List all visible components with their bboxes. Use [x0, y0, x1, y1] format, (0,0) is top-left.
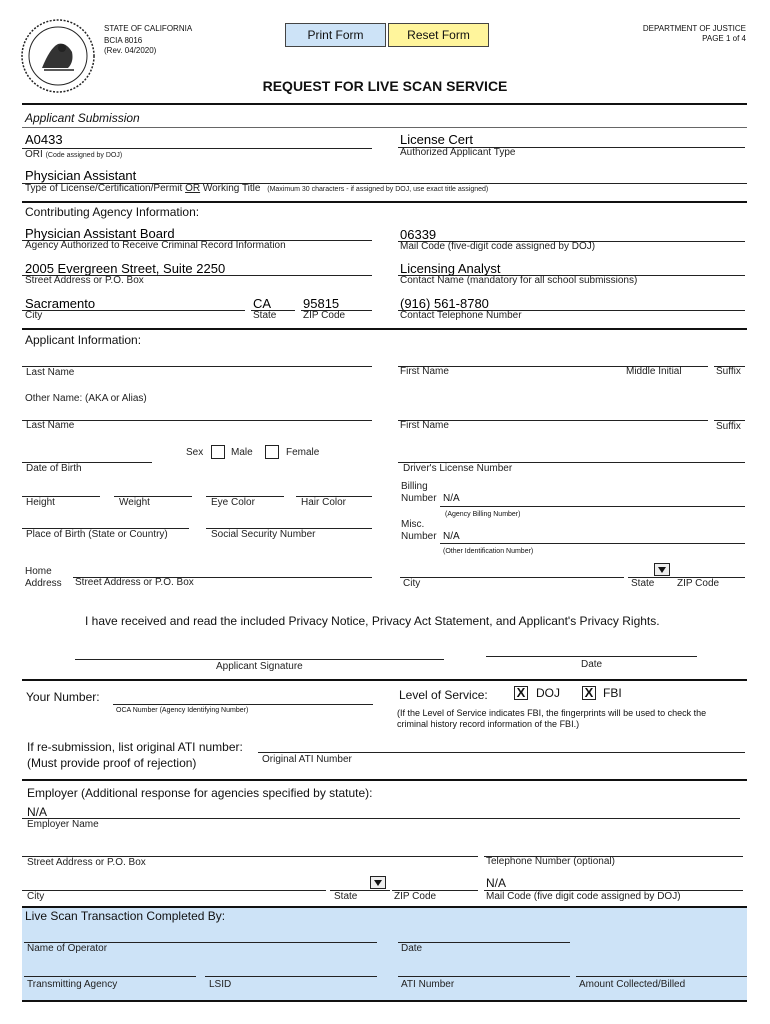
place-of-birth-label: Place of Birth (State or Country) [26, 529, 168, 540]
agency-zip-field[interactable]: 95815 [303, 296, 340, 311]
operator-name-label: Name of Operator [27, 943, 108, 954]
male-label: Male [231, 447, 253, 458]
home-state-dropdown[interactable] [654, 563, 670, 576]
reset-form-button[interactable]: Reset Form [388, 23, 489, 47]
agency-state-field[interactable]: CA [253, 296, 272, 311]
misc-note: (Other Identification Number) [443, 548, 534, 555]
sex-label: Sex [186, 447, 204, 458]
employer-city-label: City [27, 891, 45, 902]
mail-code-label: Mail Code (five-digit code assigned by DOJ) [400, 241, 596, 252]
ori-label: ORI (Code assigned by DOJ) [25, 149, 123, 160]
home-street-label: Street Address or P.O. Box [75, 577, 194, 588]
employer-state-dropdown[interactable] [370, 876, 386, 889]
height-label: Height [26, 497, 55, 508]
employer-zip-label: ZIP Code [394, 891, 437, 902]
aka-last-name-label: Last Name [26, 420, 75, 431]
header-rev: (Rev. 04/2020) [104, 46, 157, 55]
agency-state-label: State [253, 310, 277, 321]
page-title: REQUEST FOR LIVE SCAN SERVICE [262, 78, 508, 94]
signature-date-label: Date [581, 659, 603, 670]
employer-mail-code-field[interactable]: N/A [486, 876, 507, 890]
middle-initial-label: Middle Initial [626, 366, 682, 377]
original-ati-label: Original ATI Number [262, 754, 352, 765]
dob-label: Date of Birth [26, 463, 82, 474]
employer-mail-code-label: Mail Code (five digit code assigned by DOJ) [486, 891, 681, 902]
agency-city-field[interactable]: Sacramento [25, 296, 96, 311]
contact-phone-field[interactable]: (916) 561-8780 [400, 296, 489, 311]
agency-field[interactable]: Physician Assistant Board [25, 226, 175, 241]
header-form-id: BCIA 8016 [104, 36, 143, 45]
oca-number-label: OCA Number (Agency Identifying Number) [116, 707, 249, 714]
fbi-note: (If the Level of Service indicates FBI, the fingerprints will be used to check the criminal history record information of the FBI.) [397, 708, 707, 729]
male-checkbox[interactable] [211, 445, 225, 459]
aka-first-name-label: First Name [400, 420, 449, 431]
section-applicant-submission: Applicant Submission [25, 111, 140, 125]
fbi-label: FBI [603, 686, 622, 700]
employer-name-field[interactable]: N/A [27, 805, 48, 819]
female-label: Female [286, 447, 320, 458]
livescan-date-label: Date [401, 943, 423, 954]
contact-phone-label: Contact Telephone Number [400, 310, 522, 321]
doj-label: DOJ [536, 686, 560, 700]
home-zip-label: ZIP Code [677, 578, 720, 589]
working-title-label: Type of License/Certification/Permit OR Working Title (Maximum 30 characters - if assigned by DOJ, use exact title assigned) [25, 183, 489, 194]
other-name-label: Other Name: (AKA or Alias) [25, 393, 147, 404]
hair-color-label: Hair Color [301, 497, 347, 508]
header-dept: DEPARTMENT OF JUSTICE [642, 24, 746, 33]
billing-field[interactable]: N/A [443, 493, 460, 504]
agency-zip-label: ZIP Code [303, 310, 346, 321]
aka-suffix-label: Suffix [716, 421, 741, 432]
eye-color-label: Eye Color [211, 497, 255, 508]
ssn-label: Social Security Number [211, 529, 316, 540]
last-name-label: Last Name [26, 367, 75, 378]
doj-checkbox[interactable]: X [514, 686, 528, 700]
applicant-type-field[interactable]: License Cert [400, 132, 473, 147]
ori-field[interactable]: A0433 [25, 132, 63, 147]
employer-street-label: Street Address or P.O. Box [27, 857, 146, 868]
your-number-label: Your Number: [26, 690, 100, 704]
level-of-service-label: Level of Service: [399, 688, 488, 702]
fbi-checkbox[interactable]: X [582, 686, 596, 700]
weight-label: Weight [119, 497, 150, 508]
mail-code-field[interactable]: 06339 [400, 227, 437, 242]
resubmission-label: If re-submission, list original ATI number: (Must provide proof of rejection) [27, 740, 243, 770]
employer-phone-label: Telephone Number (optional) [486, 856, 615, 867]
home-city-label: City [403, 578, 421, 589]
billing-label: Billing Number [401, 481, 437, 504]
working-title-field[interactable]: Physician Assistant [25, 168, 137, 183]
agency-city-label: City [25, 310, 43, 321]
lsid-label: LSID [209, 979, 232, 990]
employer-state-label: State [334, 891, 358, 902]
female-checkbox[interactable] [265, 445, 279, 459]
employer-name-label: Employer Name [27, 819, 99, 830]
applicant-type-label: Authorized Applicant Type [400, 147, 516, 158]
billing-note: (Agency Billing Number) [445, 511, 521, 518]
misc-field[interactable]: N/A [443, 531, 460, 542]
contact-name-field[interactable]: Licensing Analyst [400, 261, 501, 276]
home-state-label: State [631, 578, 655, 589]
ati-number-label: ATI Number [401, 979, 455, 990]
section-employer: Employer (Additional response for agencies specified by statute): [27, 786, 373, 800]
amount-collected-label: Amount Collected/Billed [579, 979, 686, 990]
section-applicant-information: Applicant Information: [25, 333, 142, 347]
drivers-license-label: Driver's License Number [403, 463, 513, 474]
suffix-label: Suffix [716, 366, 741, 377]
agency-street-label: Street Address or P.O. Box [25, 275, 144, 286]
agency-label: Agency Authorized to Receive Criminal Record Information [25, 240, 286, 251]
header-state: STATE OF CALIFORNIA [104, 24, 193, 33]
home-address-label: Home Address [25, 566, 62, 589]
contact-name-label: Contact Name (mandatory for all school submissions) [400, 275, 638, 286]
header-page: PAGE 1 of 4 [702, 34, 746, 43]
agency-street-field[interactable]: 2005 Evergreen Street, Suite 2250 [25, 261, 226, 276]
section-contributing-agency: Contributing Agency Information: [25, 205, 200, 219]
applicant-signature-label: Applicant Signature [216, 661, 303, 672]
print-form-button[interactable]: Print Form [285, 23, 386, 47]
section-live-scan: Live Scan Transaction Completed By: [25, 909, 226, 923]
misc-label: Misc. Number [401, 519, 437, 542]
first-name-label: First Name [400, 366, 449, 377]
privacy-statement: I have received and read the included Privacy Notice, Privacy Act Statement, and Applicant's Privacy Rights. [85, 614, 660, 628]
transmitting-agency-label: Transmitting Agency [27, 979, 118, 990]
